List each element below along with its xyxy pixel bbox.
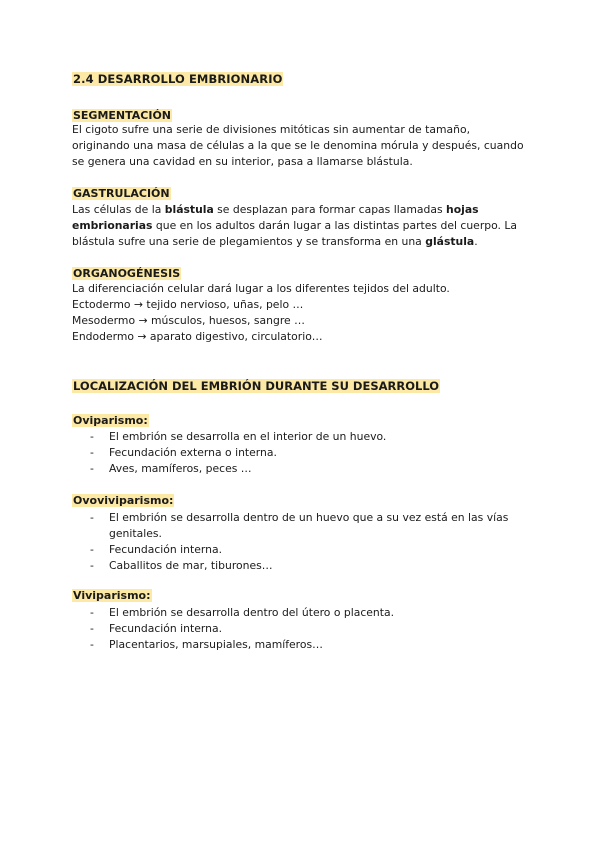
ovoviviparismo-heading <box>72 494 174 507</box>
page-title <box>72 72 283 86</box>
dash-bullet: - <box>90 622 94 635</box>
gastrulacion-bold-blastula: blástula <box>164 203 214 216</box>
list-item <box>90 510 510 542</box>
list-item <box>90 558 510 574</box>
oviparismo-heading <box>72 414 149 427</box>
dash-bullet: - <box>90 430 94 443</box>
gastrulacion-paragraph <box>72 202 528 250</box>
oviparismo-list <box>90 429 510 477</box>
list-item-text: El embrión se desarrolla en el interior de un huevo. <box>109 430 387 443</box>
dash-bullet: - <box>90 511 94 524</box>
segmentacion-heading-text: SEGMENTACIÓN <box>73 109 172 122</box>
segmentacion-paragraph: El cigoto sufre una serie de divisiones mitóticas sin aumentar de tamaño, originando una masa de células a la que se le denomina mórula y después, cuando se genera una cavidad en su interior, pasa a llamarse blástula. <box>72 123 524 168</box>
list-item-text: Fecundación interna. <box>109 543 223 556</box>
localizacion-heading <box>72 379 440 393</box>
list-item-text: Caballitos de mar, tiburones… <box>109 559 273 572</box>
list-item <box>90 542 510 558</box>
dash-bullet: - <box>90 543 94 556</box>
gastrulacion-text-4: . <box>474 235 478 248</box>
gastrulacion-bold-glastula: glástula <box>425 235 475 248</box>
list-item-text: Placentarios, marsupiales, mamíferos… <box>109 638 323 651</box>
dash-bullet: - <box>90 462 94 475</box>
list-item-text: El embrión se desarrolla dentro de un huevo que a su vez está en las vías genitales. <box>109 511 509 540</box>
gastrulacion-text-1: Las células de la <box>72 203 165 216</box>
ovoviviparismo-list <box>90 510 510 574</box>
page-title-text: 2.4 DESARROLLO EMBRIONARIO <box>73 72 283 86</box>
organogenesis-intro: La diferenciación celular dará lugar a los diferentes tejidos del adulto. <box>72 282 450 295</box>
viviparismo-heading-text: Viviparismo: <box>73 589 151 602</box>
list-item-text: Fecundación interna. <box>109 622 223 635</box>
organogenesis-heading <box>72 267 181 280</box>
localizacion-heading-text: LOCALIZACIÓN DEL EMBRIÓN DURANTE SU DESARROLLO <box>73 379 440 393</box>
gastrulacion-text-3: que en los adultos darán lugar a las distintas partes del cuerpo. La blástula sufre una serie de plegamientos y se transforma en una <box>72 219 518 248</box>
dash-bullet: - <box>90 606 94 619</box>
list-item <box>90 429 510 445</box>
dash-bullet: - <box>90 559 94 572</box>
list-item-text: El embrión se desarrolla dentro del útero o placenta. <box>109 606 395 619</box>
dash-bullet: - <box>90 446 94 459</box>
list-item <box>90 621 510 637</box>
ovoviviparismo-heading-text: Ovoviviparismo: <box>73 494 174 507</box>
oviparismo-heading-text: Oviparismo: <box>73 414 148 427</box>
dash-bullet: - <box>90 638 94 651</box>
organogenesis-ectodermo: Ectodermo → tejido nervioso, uñas, pelo … <box>72 298 304 311</box>
segmentacion-heading <box>72 109 172 122</box>
viviparismo-heading <box>72 589 152 602</box>
gastrulacion-heading <box>72 187 171 200</box>
list-item <box>90 605 510 621</box>
list-item-text: Aves, mamíferos, peces … <box>109 462 252 475</box>
gastrulacion-text-2: se desplazan para formar capas llamadas <box>213 203 447 216</box>
list-item <box>90 445 510 461</box>
gastrulacion-bold-hojas: hojas embrionarias <box>72 203 479 232</box>
list-item-text: Fecundación externa o interna. <box>109 446 277 459</box>
viviparismo-list <box>90 605 510 653</box>
organogenesis-mesodermo: Mesodermo → músculos, huesos, sangre … <box>72 314 305 327</box>
list-item <box>90 461 510 477</box>
organogenesis-heading-text: ORGANOGÉNESIS <box>73 267 181 280</box>
list-item <box>90 637 510 653</box>
gastrulacion-heading-text: GASTRULACIÓN <box>73 187 170 200</box>
organogenesis-endodermo: Endodermo → aparato digestivo, circulatorio… <box>72 330 323 343</box>
